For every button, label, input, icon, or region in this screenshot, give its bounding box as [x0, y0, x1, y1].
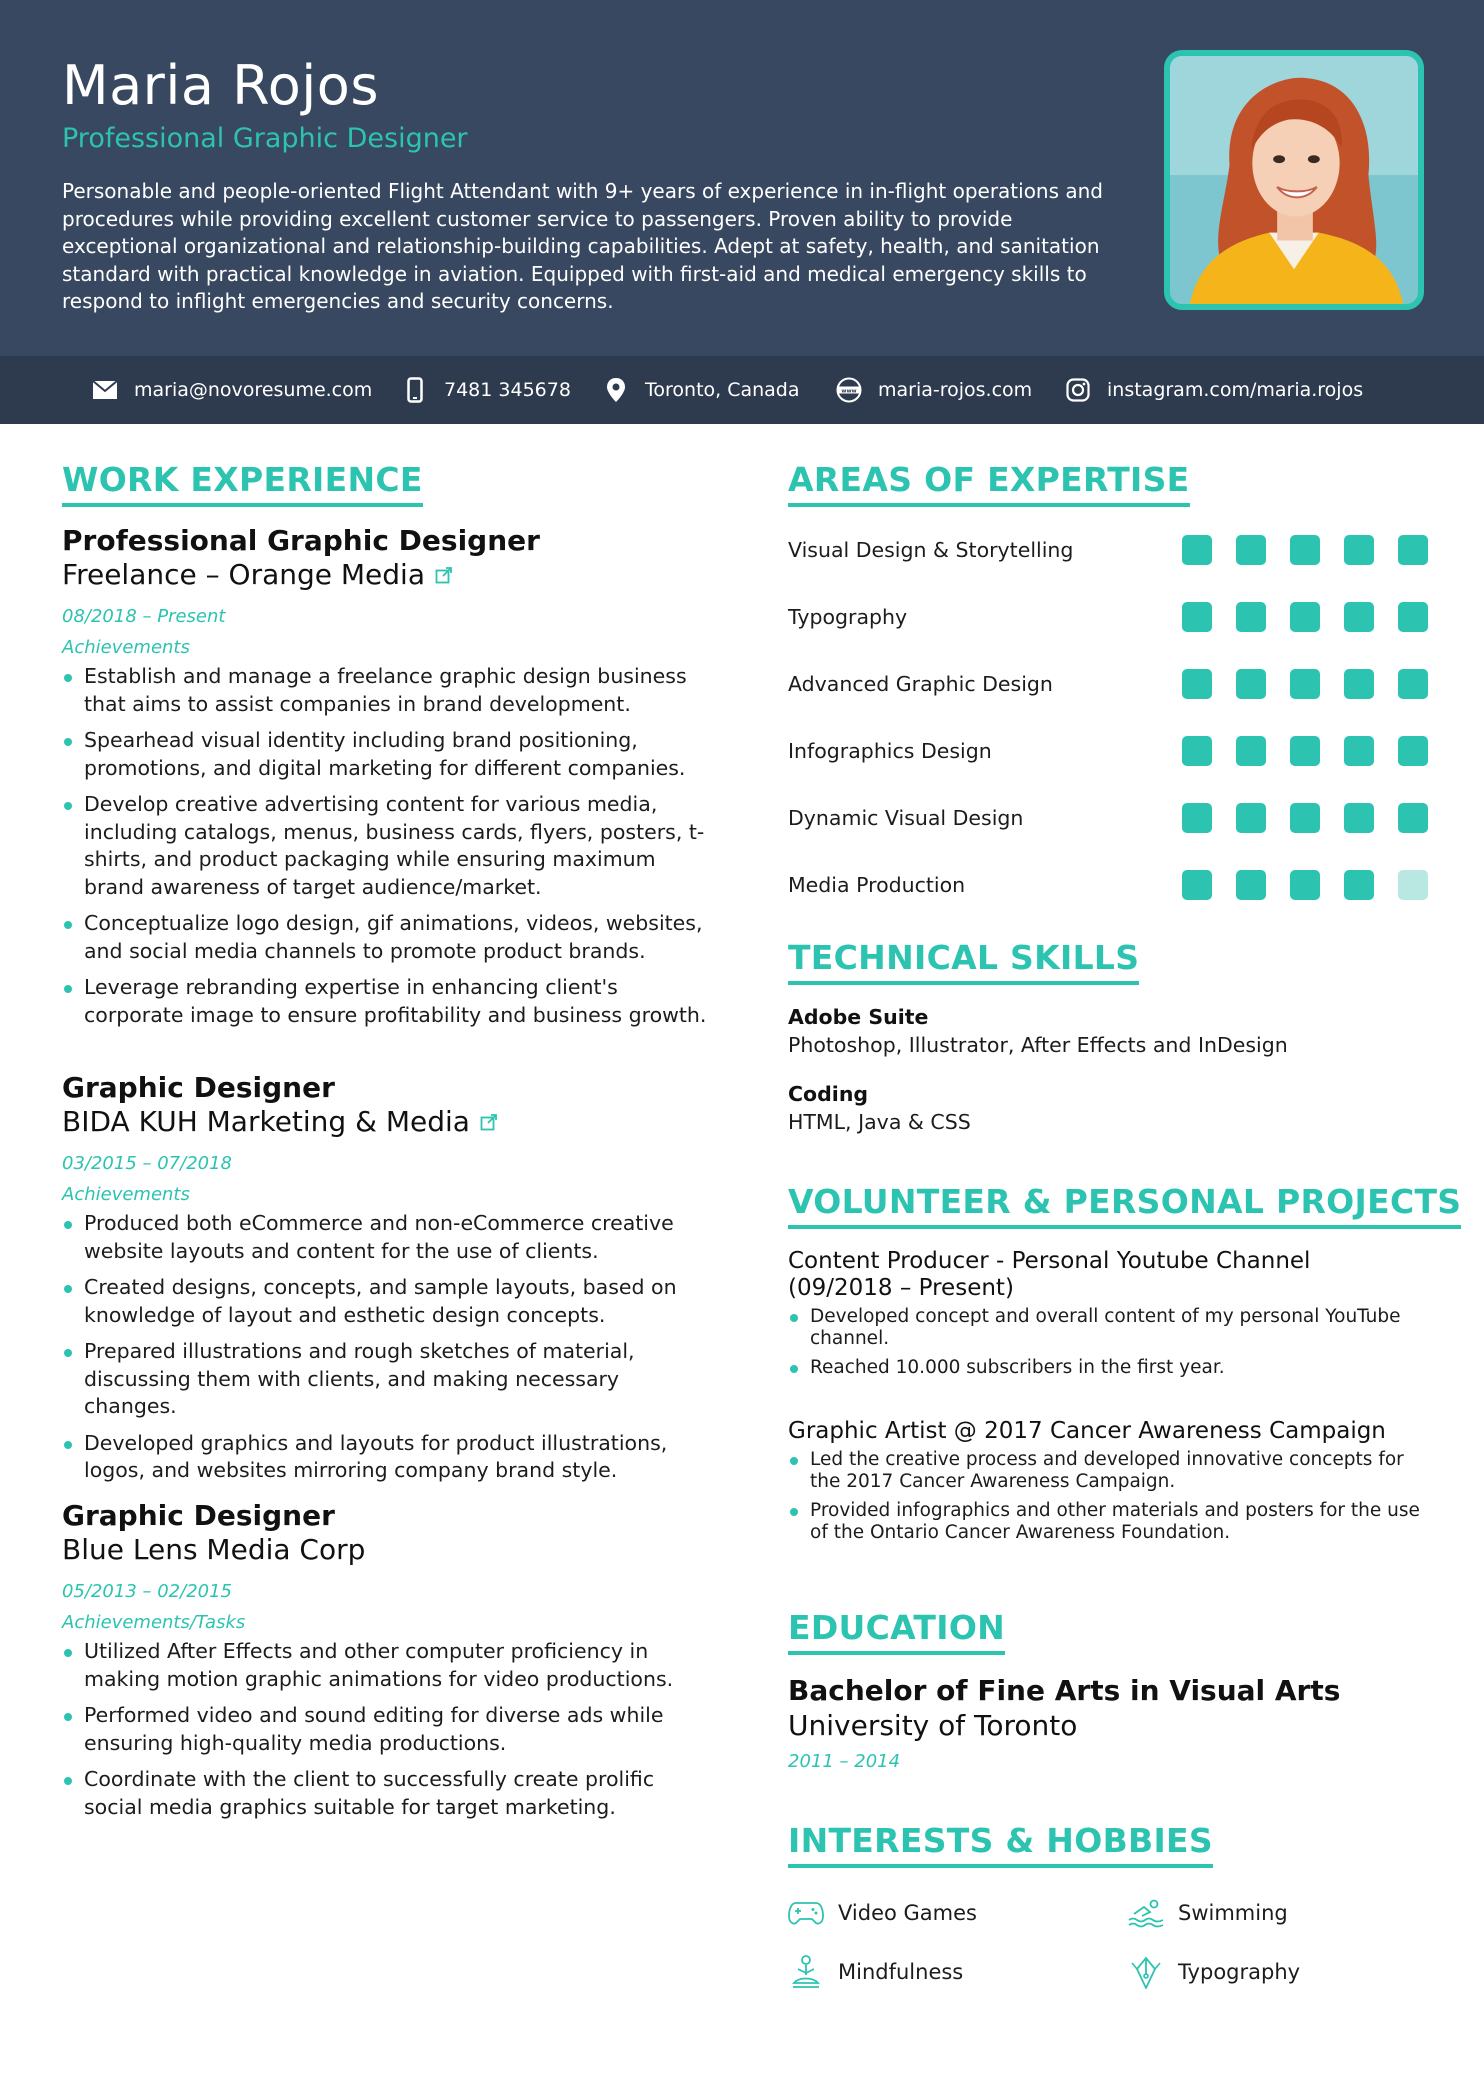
- list-item: Created designs, concepts, and sample layouts, based on knowledge of layout and esthetic design concepts.: [62, 1274, 712, 1329]
- job-subheading: Achievements: [62, 1184, 190, 1205]
- interest-label: Mindfulness: [838, 1960, 964, 1984]
- expertise-row: [788, 530, 1428, 570]
- expertise-label: Typography: [788, 605, 908, 629]
- job-entry-3: [62, 1499, 712, 1830]
- job-date: 03/2015 – 07/2018: [62, 1153, 232, 1174]
- job-subheading: Achievements/Tasks: [62, 1612, 246, 1633]
- skill-name: Coding: [788, 1082, 869, 1106]
- interest-label: Typography: [1178, 1960, 1301, 1984]
- rating-dot-filled: [1398, 602, 1428, 632]
- expertise-rating: [1158, 535, 1428, 565]
- job-date: 08/2018 – Present: [62, 606, 226, 627]
- external-link-icon[interactable]: [480, 1113, 498, 1131]
- expertise-label: Visual Design & Storytelling: [788, 538, 1074, 562]
- rating-dot-filled: [1290, 803, 1320, 833]
- job-company-name: BIDA KUH Marketing & Media: [62, 1105, 470, 1138]
- expertise-label: Infographics Design: [788, 739, 992, 763]
- interest-item: [1128, 1954, 1300, 1990]
- email-text: maria@novoresume.com: [134, 379, 373, 401]
- section-title-volunteer: VOLUNTEER & PERSONAL PROJECTS: [788, 1182, 1461, 1229]
- education-school: University of Toronto: [788, 1709, 1078, 1742]
- rating-dot-filled: [1398, 736, 1428, 766]
- expertise-label: Advanced Graphic Design: [788, 672, 1053, 696]
- phone-text: 7481 345678: [444, 379, 571, 401]
- expertise-rating: [1158, 736, 1428, 766]
- project-title: Content Producer - Personal Youtube Channel: [788, 1248, 1311, 1274]
- rating-dot-filled: [1182, 602, 1212, 632]
- education-degree: Bachelor of Fine Arts in Visual Arts: [788, 1674, 1341, 1707]
- list-item: Performed video and sound editing for diverse ads while ensuring high-quality media productions.: [62, 1702, 712, 1757]
- job-date: 05/2013 – 02/2015: [62, 1581, 232, 1602]
- section-title-education: EDUCATION: [788, 1608, 1005, 1655]
- profile-photo-illustration: [1170, 56, 1418, 304]
- rating-dot-filled: [1182, 669, 1212, 699]
- expertise-row: [788, 865, 1428, 905]
- expertise-row: [788, 798, 1428, 838]
- list-item: Developed graphics and layouts for product illustrations, logos, and websites mirroring company brand style.: [62, 1430, 712, 1485]
- job-bullets: [62, 1210, 712, 1485]
- rating-dot-filled: [1290, 535, 1320, 565]
- job-title: Graphic Designer: [62, 1071, 335, 1104]
- gamepad-icon: [788, 1895, 824, 1931]
- skill-desc: Photoshop, Illustrator, After Effects and InDesign: [788, 1033, 1288, 1057]
- section-title-interests: INTERESTS & HOBBIES: [788, 1821, 1213, 1868]
- instagram-icon: [1063, 375, 1093, 405]
- job-company: [62, 1533, 712, 1567]
- expertise-label: Dynamic Visual Design: [788, 806, 1024, 830]
- summary-text: Personable and people-oriented Flight Attendant with 9+ years of experience in in-flight operations and procedures while providing excellent customer service to passengers. Proven ability to provide exceptional organizational and relationship-building capabilities. Adept at safety, health, and sanitation standard with practical knowledge in aviation. Equipped with first-aid and medical emergency skills to respond to inflight emergencies and security concerns.: [62, 179, 1104, 313]
- instagram-text: instagram.com/maria.rojos: [1107, 379, 1364, 401]
- expertise-row: [788, 731, 1428, 771]
- list-item: Utilized After Effects and other computer proficiency in making motion graphic animations for video productions.: [62, 1638, 712, 1693]
- candidate-subtitle: Professional Graphic Designer: [62, 123, 468, 154]
- rating-dot-filled: [1398, 669, 1428, 699]
- meditation-icon: [788, 1954, 824, 1990]
- swimming-icon: [1128, 1895, 1164, 1931]
- education-date: 2011 – 2014: [788, 1751, 901, 1772]
- website-text: maria-rojos.com: [878, 379, 1033, 401]
- contact-instagram[interactable]: [1063, 356, 1363, 424]
- interest-item: [788, 1895, 977, 1931]
- project-bullets: [788, 1449, 1428, 1544]
- rating-dot-filled: [1344, 602, 1374, 632]
- section-title-expertise: AREAS OF EXPERTISE: [788, 460, 1190, 507]
- project-title: Graphic Artist @ 2017 Cancer Awareness Campaign: [788, 1418, 1386, 1444]
- rating-dot-filled: [1344, 736, 1374, 766]
- rating-dot-filled: [1182, 535, 1212, 565]
- section-title-skills: TECHNICAL SKILLS: [788, 938, 1139, 985]
- expertise-rating: [1158, 669, 1428, 699]
- rating-dot-filled: [1236, 736, 1266, 766]
- list-item: Conceptualize logo design, gif animations, videos, websites, and social media channels to promote product brands.: [62, 910, 712, 965]
- job-company: [62, 1105, 712, 1139]
- section-title-work: WORK EXPERIENCE: [62, 460, 423, 507]
- contact-website[interactable]: [834, 356, 1032, 424]
- interest-label: Swimming: [1178, 1901, 1288, 1925]
- envelope-icon: [90, 375, 120, 405]
- list-item: Establish and manage a freelance graphic design business that aims to assist companies in brand development.: [62, 663, 712, 718]
- job-entry-2: [62, 1071, 712, 1494]
- rating-dot-filled: [1236, 669, 1266, 699]
- expertise-rating: [1158, 803, 1428, 833]
- expertise-row: [788, 597, 1428, 637]
- job-company: [62, 558, 712, 592]
- contact-location: [601, 356, 800, 424]
- expertise-row: [788, 664, 1428, 704]
- rating-dot-filled: [1344, 870, 1374, 900]
- job-entry-1: [62, 524, 712, 1038]
- expertise-rating: [1158, 870, 1428, 900]
- phone-icon: [400, 375, 430, 405]
- contact-email[interactable]: [90, 356, 372, 424]
- rating-dot-filled: [1236, 803, 1266, 833]
- rating-dot-filled: [1344, 669, 1374, 699]
- list-item: Leverage rebranding expertise in enhancing client's corporate image to ensure profitability and business growth.: [62, 974, 712, 1029]
- list-item: Coordinate with the client to successfully create prolific social media graphics suitable for target marketing.: [62, 1766, 712, 1821]
- rating-dot-filled: [1344, 535, 1374, 565]
- skill-block: [788, 1003, 1428, 1059]
- interest-label: Video Games: [838, 1901, 977, 1925]
- external-link-icon[interactable]: [435, 566, 453, 584]
- contact-bar: [0, 356, 1484, 424]
- project-entry-2: [788, 1418, 1428, 1551]
- job-company-name: Freelance – Orange Media: [62, 558, 425, 591]
- header: [0, 0, 1484, 356]
- job-company-name: Blue Lens Media Corp: [62, 1533, 366, 1566]
- list-item: Produced both eCommerce and non-eCommerce creative website layouts and content for the use of clients.: [62, 1210, 712, 1265]
- list-item: Developed concept and overall content of my personal YouTube channel.: [788, 1306, 1428, 1350]
- list-item: Prepared illustrations and rough sketches of material, discussing them with clients, and making necessary changes.: [62, 1338, 712, 1421]
- rating-dot-filled: [1344, 803, 1374, 833]
- rating-dot-filled: [1290, 870, 1320, 900]
- rating-dot-filled: [1290, 736, 1320, 766]
- rating-dot-filled: [1182, 870, 1212, 900]
- skill-block: [788, 1080, 1428, 1136]
- skill-name: Adobe Suite: [788, 1005, 929, 1029]
- rating-dot-filled: [1182, 803, 1212, 833]
- job-title: Professional Graphic Designer: [62, 524, 540, 557]
- rating-dot-filled: [1398, 803, 1428, 833]
- expertise-label: Media Production: [788, 873, 966, 897]
- rating-dot-filled: [1290, 602, 1320, 632]
- globe-icon: [834, 375, 864, 405]
- project-date: (09/2018 – Present): [788, 1275, 1014, 1301]
- list-item: Reached 10.000 subscribers in the first year.: [788, 1357, 1428, 1379]
- contact-phone[interactable]: [400, 356, 571, 424]
- job-title: Graphic Designer: [62, 1499, 335, 1532]
- rating-dot-filled: [1398, 535, 1428, 565]
- project-bullets: [788, 1306, 1428, 1379]
- interest-item: [788, 1954, 963, 1990]
- map-pin-icon: [601, 375, 631, 405]
- list-item: Provided infographics and other materials and posters for the use of the Ontario Cancer Awareness Foundation.: [788, 1500, 1428, 1544]
- pen-nib-icon: [1128, 1954, 1164, 1990]
- list-item: Develop creative advertising content for various media, including catalogs, menus, business cards, flyers, posters, t-shirts, and product packaging while ensuring maximum brand awareness of target audience/market.: [62, 791, 712, 901]
- rating-dot-filled: [1236, 602, 1266, 632]
- list-item: Led the creative process and developed innovative concepts for the 2017 Cancer Awareness Campaign.: [788, 1449, 1428, 1493]
- rating-dot-filled: [1182, 736, 1212, 766]
- interest-item: [1128, 1895, 1288, 1931]
- profile-photo: [1164, 50, 1424, 310]
- rating-dot-empty: [1398, 870, 1428, 900]
- rating-dot-filled: [1236, 535, 1266, 565]
- job-bullets: [62, 663, 712, 1029]
- candidate-name: Maria Rojos: [62, 54, 379, 117]
- location-text: Toronto, Canada: [645, 379, 800, 401]
- rating-dot-filled: [1290, 669, 1320, 699]
- project-entry-1: [788, 1248, 1428, 1386]
- svg-text:www: www: [841, 388, 857, 395]
- list-item: Spearhead visual identity including brand positioning, promotions, and digital marketing for different companies.: [62, 727, 712, 782]
- skill-desc: HTML, Java & CSS: [788, 1110, 971, 1134]
- job-bullets: [62, 1638, 712, 1821]
- expertise-rating: [1158, 602, 1428, 632]
- rating-dot-filled: [1236, 870, 1266, 900]
- job-subheading: Achievements: [62, 637, 190, 658]
